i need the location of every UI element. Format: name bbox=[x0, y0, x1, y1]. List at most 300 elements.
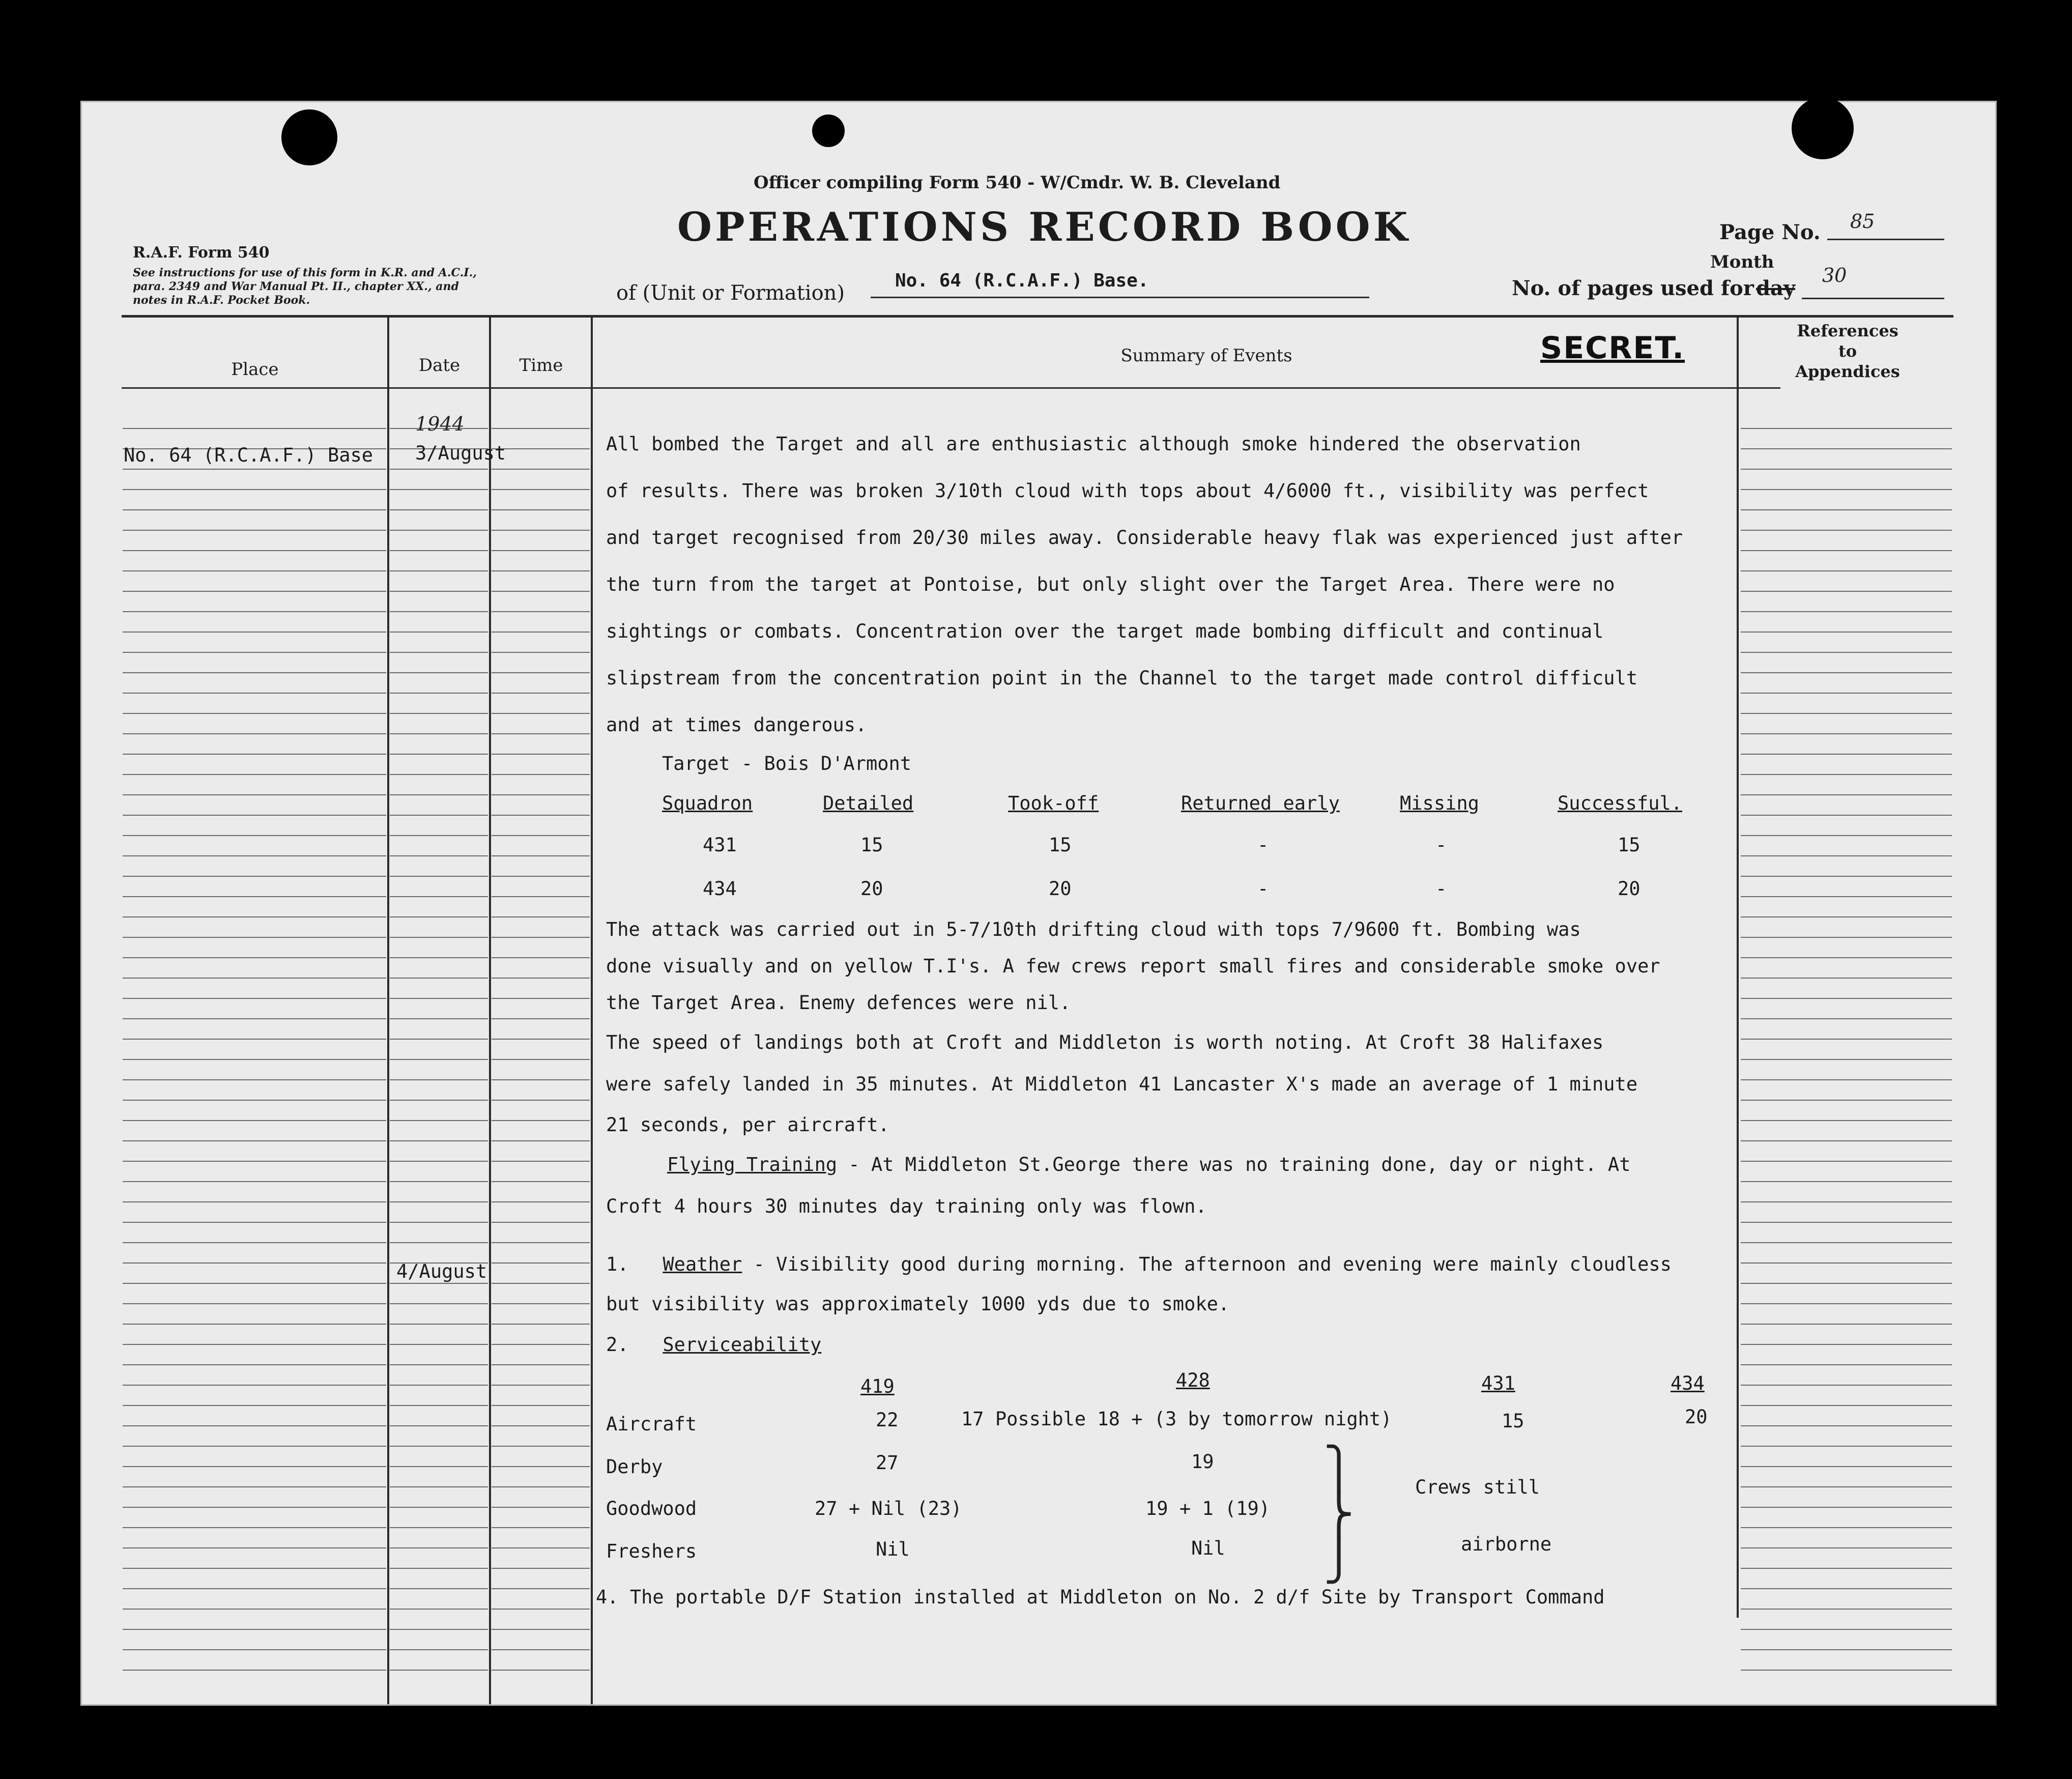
ledger-rule-line bbox=[390, 1385, 488, 1386]
service-col-431: 431 bbox=[1481, 1372, 1515, 1394]
ledger-rule-line bbox=[492, 1100, 590, 1101]
ledger-rule-line bbox=[492, 1242, 590, 1243]
service-row-derby-428: 19 bbox=[1191, 1451, 1214, 1473]
header-bottom-rule bbox=[122, 387, 1780, 389]
ledger-rule-line bbox=[492, 1262, 590, 1264]
target-header-detailed: Detailed bbox=[823, 792, 914, 814]
ledger-rule-line bbox=[1741, 611, 1952, 612]
pages-used-rule bbox=[1802, 298, 1944, 299]
service-row-goodwood-419: 27 + Nil (23) bbox=[815, 1498, 962, 1519]
col-rule-summary bbox=[1737, 315, 1739, 1618]
col-rule-date bbox=[489, 315, 491, 1704]
table-row-431-tookoff: 15 bbox=[1049, 834, 1072, 856]
ledger-rule-line bbox=[390, 1018, 488, 1019]
ledger-rule-line bbox=[1741, 876, 1952, 877]
service-row-aircraft-label: Aircraft bbox=[606, 1413, 697, 1435]
ledger-rule-line bbox=[123, 1262, 386, 1264]
ledger-rule-line bbox=[1741, 1425, 1952, 1426]
entry2-line-3: The speed of landings both at Croft and Middleton is worth noting. At Croft 38 Halifaxes bbox=[606, 1031, 1604, 1053]
ledger-rule-line bbox=[123, 1181, 386, 1182]
ledger-rule-line bbox=[492, 1609, 590, 1610]
ledger-rule-line bbox=[123, 1649, 386, 1650]
table-row-431-detailed: 15 bbox=[860, 834, 883, 856]
serviceability-line bbox=[606, 1334, 821, 1356]
ledger-rule-line bbox=[1741, 1446, 1952, 1447]
ledger-rule-line bbox=[390, 1609, 488, 1610]
ledger-rule-line bbox=[390, 754, 488, 755]
ledger-rule-line bbox=[492, 733, 590, 734]
ledger-rule-line bbox=[123, 1079, 386, 1080]
ledger-rule-line bbox=[492, 672, 590, 673]
pages-used-value: 30 bbox=[1822, 264, 1847, 286]
ledger-rule-line bbox=[1741, 1527, 1952, 1528]
ledger-rule-line bbox=[123, 489, 386, 490]
ledger-rule-line bbox=[1741, 1547, 1952, 1548]
ledger-rule-line bbox=[492, 469, 590, 470]
service-row-freshers-label: Freshers bbox=[606, 1540, 697, 1562]
weather-line-2: but visibility was approximately 1000 yds due to smoke. bbox=[606, 1293, 1230, 1315]
ledger-rule-line bbox=[390, 835, 488, 836]
ledger-rule-line bbox=[1741, 774, 1952, 775]
unit-rule bbox=[871, 297, 1369, 298]
ledger-rule-line bbox=[492, 1161, 590, 1162]
target-header-tookoff: Took-off bbox=[1008, 792, 1099, 814]
ledger-rule-line bbox=[1741, 998, 1952, 999]
ledger-rule-line bbox=[390, 1222, 488, 1223]
weather-text: - Visibility good during morning. The afternoon and evening were mainly cloudless bbox=[742, 1253, 1672, 1275]
binder-hole-left bbox=[281, 109, 337, 165]
ledger-rule-line bbox=[123, 794, 386, 795]
ledger-rule-line bbox=[492, 1507, 590, 1508]
ledger-rule-line bbox=[390, 1364, 488, 1365]
ledger-rule-line bbox=[492, 1385, 590, 1386]
ledger-rule-line bbox=[492, 570, 590, 571]
ledger-rule-line bbox=[123, 1140, 386, 1141]
ledger-rule-line bbox=[123, 1670, 386, 1671]
ledger-rule-line bbox=[390, 611, 488, 612]
ledger-rule-line bbox=[123, 978, 386, 979]
ledger-rule-line bbox=[123, 1039, 386, 1040]
binder-hole-right bbox=[1792, 97, 1854, 159]
ledger-rule-line bbox=[123, 713, 386, 714]
ledger-rule-line bbox=[390, 1588, 488, 1589]
ledger-rule-line bbox=[390, 489, 488, 490]
ledger-rule-line bbox=[1741, 1222, 1952, 1223]
ledger-rule-line bbox=[492, 1405, 590, 1406]
ledger-rule-line bbox=[1741, 1507, 1952, 1508]
ledger-rule-line bbox=[390, 1100, 488, 1101]
ledger-rule-line bbox=[1741, 835, 1952, 836]
ledger-rule-line bbox=[1741, 591, 1952, 592]
form-note-3: notes in R.A.F. Pocket Book. bbox=[133, 294, 310, 307]
ledger-rule-line bbox=[123, 1344, 386, 1345]
entry1-year: 1944 bbox=[415, 413, 465, 435]
ledger-rule-line bbox=[390, 998, 488, 999]
ledger-rule-line bbox=[123, 1446, 386, 1447]
ledger-rule-line bbox=[1741, 570, 1952, 571]
table-row-434-returned: - bbox=[1257, 878, 1269, 900]
ledger-rule-line bbox=[123, 1527, 386, 1528]
ledger-rule-line bbox=[390, 1140, 488, 1141]
training-text: - At Middleton St.George there was no training done, day or night. At bbox=[837, 1154, 1631, 1175]
pages-used-crossed: day bbox=[1756, 276, 1796, 300]
service-row-goodwood-428: 19 + 1 (19) bbox=[1145, 1498, 1271, 1519]
target-header-successful: Successful. bbox=[1558, 792, 1683, 814]
ledger-rule-line bbox=[123, 754, 386, 755]
ledger-rule-line bbox=[1741, 1120, 1952, 1121]
ledger-rule-line bbox=[390, 1242, 488, 1243]
ledger-rule-line bbox=[390, 1161, 488, 1162]
ledger-rule-line bbox=[1741, 1039, 1952, 1040]
ledger-rule-line bbox=[492, 896, 590, 897]
target-header-returned: Returned early bbox=[1181, 792, 1340, 814]
ledger-rule-line bbox=[1741, 1466, 1952, 1467]
ledger-rule-line bbox=[390, 896, 488, 897]
secret-stamp: SECRET. bbox=[1540, 330, 1685, 366]
ledger-rule-line bbox=[123, 591, 386, 592]
ledger-rule-line bbox=[492, 835, 590, 836]
ledger-rule-line bbox=[1741, 1609, 1952, 1610]
ledger-rule-line bbox=[1741, 448, 1952, 449]
ledger-rule-line bbox=[492, 978, 590, 979]
ledger-rule-line bbox=[492, 1425, 590, 1426]
ledger-rule-line bbox=[492, 1466, 590, 1467]
ledger-rule-line bbox=[492, 1039, 590, 1040]
pages-used-month: Month bbox=[1710, 252, 1774, 272]
ledger-rule-line bbox=[1741, 1670, 1952, 1671]
ledger-rule-line bbox=[1741, 855, 1952, 856]
ledger-rule-line bbox=[1741, 1344, 1952, 1345]
ledger-rule-line bbox=[390, 1324, 488, 1325]
ledger-rule-line bbox=[1741, 652, 1952, 653]
col-header-refs-1: References bbox=[1797, 321, 1898, 340]
ledger-rule-line bbox=[492, 1527, 590, 1528]
ledger-rule-line bbox=[390, 1629, 488, 1630]
ledger-rule-line bbox=[390, 1405, 488, 1406]
ledger-rule-line bbox=[123, 428, 386, 429]
page-number-rule bbox=[1827, 239, 1944, 240]
ledger-rule-line bbox=[123, 1588, 386, 1589]
service-row-aircraft-431: 15 bbox=[1502, 1410, 1524, 1432]
ledger-rule-line bbox=[123, 1385, 386, 1386]
ledger-rule-line bbox=[492, 632, 590, 633]
ledger-rule-line bbox=[1741, 550, 1952, 551]
ledger-rule-line bbox=[492, 1222, 590, 1223]
ledger-rule-line bbox=[123, 1629, 386, 1630]
table-row-431-returned: - bbox=[1257, 834, 1269, 856]
ledger-rule-line bbox=[492, 530, 590, 531]
ledger-rule-line bbox=[492, 815, 590, 816]
ledger-rule-line bbox=[390, 1059, 488, 1060]
service-col-419: 419 bbox=[860, 1375, 895, 1397]
ledger-rule-line bbox=[492, 1324, 590, 1325]
ledger-rule-line bbox=[1741, 937, 1952, 938]
ledger-rule-line bbox=[492, 1486, 590, 1487]
ledger-rule-line bbox=[390, 1344, 488, 1345]
ledger-rule-line bbox=[123, 1120, 386, 1121]
crews-still: Crews still bbox=[1415, 1476, 1540, 1498]
ledger-rule-line bbox=[390, 733, 488, 734]
ledger-rule-line bbox=[1741, 1568, 1952, 1569]
entry1-line-1: of results. There was broken 3/10th cloud with tops about 4/6000 ft., visibility was perfect bbox=[606, 480, 1649, 502]
ledger-rule-line bbox=[492, 489, 590, 490]
ledger-rule-line bbox=[1741, 1283, 1952, 1284]
table-top-rule bbox=[122, 315, 1953, 318]
table-row-431-missing: - bbox=[1435, 834, 1447, 856]
weather-number: 1. bbox=[606, 1253, 629, 1275]
ledger-rule-line bbox=[390, 978, 488, 979]
ledger-rule-line bbox=[390, 1507, 488, 1508]
ledger-rule-line bbox=[390, 1283, 488, 1284]
ledger-rule-line bbox=[492, 448, 590, 449]
ledger-rule-line bbox=[492, 1181, 590, 1182]
table-row-431-squadron: 431 bbox=[703, 834, 737, 856]
ledger-rule-line bbox=[492, 1670, 590, 1671]
ledger-rule-line bbox=[1741, 754, 1952, 755]
ledger-rule-line bbox=[123, 774, 386, 775]
ledger-rule-line bbox=[492, 1568, 590, 1569]
ledger-rule-line bbox=[390, 774, 488, 775]
ledger-rule-line bbox=[492, 611, 590, 612]
ledger-rule-line bbox=[123, 1507, 386, 1508]
ledger-rule-line bbox=[123, 998, 386, 999]
ledger-rule-line bbox=[492, 693, 590, 694]
ledger-rule-line bbox=[492, 1446, 590, 1447]
ledger-rule-line bbox=[123, 693, 386, 694]
ledger-rule-line bbox=[123, 469, 386, 470]
target-header-squadron: Squadron bbox=[662, 792, 753, 814]
ledger-rule-line bbox=[492, 1649, 590, 1650]
entry2-line-1: done visually and on yellow T.I's. A few crews report small fires and considerable smoke over bbox=[606, 955, 1660, 977]
ledger-rule-line bbox=[1741, 1059, 1952, 1060]
crews-airborne: airborne bbox=[1461, 1533, 1552, 1555]
ledger-rule-line bbox=[390, 1039, 488, 1040]
ledger-rule-line bbox=[123, 530, 386, 531]
ledger-rule-line bbox=[123, 652, 386, 653]
ledger-rule-line bbox=[123, 957, 386, 958]
entry1-line-4: sightings or combats. Concentration over the target made bombing difficult and continual bbox=[606, 620, 1604, 642]
ledger-rule-line bbox=[1741, 509, 1952, 510]
ledger-rule-line bbox=[492, 1588, 590, 1589]
ledger-rule-line bbox=[1741, 428, 1952, 429]
last-line: 4. The portable D/F Station installed at Middleton on No. 2 d/f Site by Transport Command bbox=[596, 1586, 1605, 1608]
ledger-rule-line bbox=[1741, 1161, 1952, 1162]
ledger-rule-line bbox=[492, 754, 590, 755]
weather-label: Weather bbox=[663, 1253, 742, 1275]
service-row-freshers-419: Nil bbox=[876, 1538, 910, 1560]
col-rule-place bbox=[387, 315, 389, 1704]
ledger-rule-line bbox=[492, 1283, 590, 1284]
ledger-rule-line bbox=[492, 957, 590, 958]
ledger-rule-line bbox=[390, 1649, 488, 1650]
brace-mark: ⎫ ⎬ ⎭ bbox=[1323, 1445, 1354, 1584]
page-number: 85 bbox=[1850, 210, 1875, 233]
ledger-rule-line bbox=[123, 1242, 386, 1243]
ledger-rule-line bbox=[1741, 672, 1952, 673]
ledger-rule-line bbox=[390, 530, 488, 531]
col-header-place: Place bbox=[231, 359, 279, 380]
entry1-line-3: the turn from the target at Pontoise, but only slight over the Target Area. There were no bbox=[606, 573, 1615, 595]
ledger-rule-line bbox=[390, 1527, 488, 1528]
service-row-aircraft-428: 17 Possible 18 + (3 by tomorrow night) bbox=[961, 1408, 1392, 1430]
ledger-rule-line bbox=[123, 733, 386, 734]
ledger-rule-line bbox=[123, 1018, 386, 1019]
service-row-aircraft-419: 22 bbox=[876, 1409, 899, 1431]
ledger-rule-line bbox=[390, 855, 488, 856]
ledger-rule-line bbox=[390, 632, 488, 633]
table-row-434-missing: - bbox=[1435, 878, 1447, 900]
form-note-1: See instructions for use of this form in K.R. and A.C.I., bbox=[133, 266, 477, 279]
ledger-rule-line bbox=[123, 611, 386, 612]
ledger-rule-line bbox=[1741, 1181, 1952, 1182]
ledger-rule-line bbox=[390, 570, 488, 571]
ledger-rule-line bbox=[492, 1344, 590, 1345]
ledger-rule-line bbox=[1741, 1385, 1952, 1386]
ledger-rule-line bbox=[390, 591, 488, 592]
ledger-rule-line bbox=[390, 957, 488, 958]
col-header-summary: Summary of Events bbox=[1120, 346, 1292, 366]
form-sheet bbox=[80, 101, 1997, 1706]
ledger-rule-line bbox=[1741, 1262, 1952, 1264]
ledger-rule-line bbox=[390, 1120, 488, 1121]
ledger-rule-line bbox=[390, 1079, 488, 1080]
ledger-rule-line bbox=[1741, 1486, 1952, 1487]
page-title: OPERATIONS RECORD BOOK bbox=[677, 204, 1411, 250]
ledger-rule-line bbox=[492, 1547, 590, 1548]
entry1-line-2: and target recognised from 20/30 miles away. Considerable heavy flak was experienced just after bbox=[606, 527, 1683, 549]
ledger-rule-line bbox=[492, 855, 590, 856]
ledger-rule-line bbox=[390, 815, 488, 816]
ledger-rule-line bbox=[123, 835, 386, 836]
col-header-time: Time bbox=[519, 355, 563, 376]
ledger-rule-line bbox=[123, 1100, 386, 1101]
ledger-rule-line bbox=[1741, 693, 1952, 694]
ledger-rule-line bbox=[390, 652, 488, 653]
ledger-rule-line bbox=[123, 1303, 386, 1304]
ledger-rule-line bbox=[492, 1079, 590, 1080]
training-label: Flying Training bbox=[667, 1154, 838, 1175]
ledger-rule-line bbox=[492, 916, 590, 917]
entry1-line-6: and at times dangerous. bbox=[606, 714, 867, 736]
ledger-rule-line bbox=[492, 652, 590, 653]
ledger-rule-line bbox=[390, 1303, 488, 1304]
table-row-434-squadron: 434 bbox=[703, 878, 737, 900]
ledger-rule-line bbox=[1741, 1405, 1952, 1406]
ledger-rule-line bbox=[123, 509, 386, 510]
entry1-date: 3/August bbox=[415, 442, 506, 464]
ledger-rule-line bbox=[123, 1547, 386, 1548]
ledger-rule-line bbox=[123, 1222, 386, 1223]
unit-label: of (Unit or Formation) bbox=[616, 281, 845, 305]
ledger-rule-line bbox=[492, 1364, 590, 1365]
ledger-rule-line bbox=[123, 550, 386, 551]
ledger-rule-line bbox=[1741, 1588, 1952, 1589]
ledger-rule-line bbox=[492, 998, 590, 999]
ledger-rule-line bbox=[1741, 489, 1952, 490]
ledger-rule-line bbox=[1741, 957, 1952, 958]
weather-line bbox=[606, 1253, 1672, 1275]
ledger-rule-line bbox=[123, 896, 386, 897]
ledger-rule-line bbox=[1741, 713, 1952, 714]
ledger-rule-line bbox=[123, 1609, 386, 1610]
entry2-line-2: the Target Area. Enemy defences were nil. bbox=[606, 992, 1071, 1014]
ledger-rule-line bbox=[1741, 733, 1952, 734]
entry3-date: 4/August bbox=[396, 1260, 487, 1282]
ledger-rule-line bbox=[123, 1364, 386, 1365]
col-header-refs-2: to bbox=[1838, 341, 1857, 361]
ledger-rule-line bbox=[1741, 1324, 1952, 1325]
table-row-431-successful: 15 bbox=[1618, 834, 1641, 856]
ledger-rule-line bbox=[1741, 1018, 1952, 1019]
ledger-rule-line bbox=[390, 1486, 488, 1487]
unit-value: No. 64 (R.C.A.F.) Base. bbox=[895, 270, 1149, 291]
ledger-rule-line bbox=[390, 937, 488, 938]
ledger-rule-line bbox=[492, 876, 590, 877]
ledger-rule-line bbox=[123, 570, 386, 571]
ledger-rule-line bbox=[123, 1283, 386, 1284]
ledger-rule-line bbox=[123, 672, 386, 673]
entry2-line-5: 21 seconds, per aircraft. bbox=[606, 1114, 889, 1136]
ledger-rule-line bbox=[1741, 916, 1952, 917]
ledger-rule-line bbox=[390, 469, 488, 470]
entry2-line-4: were safely landed in 35 minutes. At Middleton 41 Lancaster X's made an average of 1 minute bbox=[606, 1073, 1638, 1095]
ledger-rule-line bbox=[492, 591, 590, 592]
ledger-rule-line bbox=[492, 1629, 590, 1630]
col-rule-time bbox=[591, 315, 593, 1704]
page-label: Page No. bbox=[1719, 220, 1821, 244]
ledger-rule-line bbox=[1741, 1364, 1952, 1365]
service-col-428: 428 bbox=[1176, 1369, 1210, 1391]
ledger-rule-line bbox=[1741, 632, 1952, 633]
ledger-rule-line bbox=[492, 1303, 590, 1304]
ledger-rule-line bbox=[492, 1140, 590, 1141]
form-id: R.A.F. Form 540 bbox=[133, 244, 270, 262]
ledger-rule-line bbox=[390, 1425, 488, 1426]
ledger-rule-line bbox=[123, 937, 386, 938]
target-header-missing: Missing bbox=[1400, 792, 1479, 814]
service-row-goodwood-label: Goodwood bbox=[606, 1498, 697, 1519]
ledger-rule-line bbox=[123, 815, 386, 816]
ledger-rule-line bbox=[390, 1568, 488, 1569]
pages-used-label: No. of pages used for bbox=[1512, 276, 1754, 300]
ledger-rule-line bbox=[390, 1181, 488, 1182]
ledger-rule-line bbox=[123, 1161, 386, 1162]
entry2-line-0: The attack was carried out in 5-7/10th drifting cloud with tops 7/9600 ft. Bombing was bbox=[606, 919, 1581, 940]
ledger-rule-line bbox=[492, 774, 590, 775]
ledger-rule-line bbox=[123, 1568, 386, 1569]
ledger-rule-line bbox=[390, 509, 488, 510]
ledger-rule-line bbox=[123, 632, 386, 633]
entry1-line-5: slipstream from the concentration point in the Channel to the target made control difficult bbox=[606, 667, 1638, 689]
ledger-rule-line bbox=[123, 1059, 386, 1060]
binder-hole-center bbox=[812, 114, 845, 147]
ledger-rule-line bbox=[1741, 1629, 1952, 1630]
ledger-rule-line bbox=[1741, 896, 1952, 897]
service-row-derby-label: Derby bbox=[606, 1456, 663, 1478]
ledger-rule-line bbox=[1741, 469, 1952, 470]
ledger-rule-line bbox=[123, 855, 386, 856]
table-row-434-tookoff: 20 bbox=[1049, 878, 1072, 900]
ledger-rule-line bbox=[1741, 1649, 1952, 1650]
service-label: Serviceability bbox=[663, 1334, 822, 1356]
ledger-rule-line bbox=[390, 550, 488, 551]
col-header-date: Date bbox=[418, 355, 461, 376]
ledger-rule-line bbox=[1741, 1079, 1952, 1080]
ledger-rule-line bbox=[492, 1201, 590, 1202]
ledger-rule-line bbox=[492, 713, 590, 714]
service-number: 2. bbox=[606, 1334, 629, 1356]
table-row-434-detailed: 20 bbox=[860, 878, 883, 900]
